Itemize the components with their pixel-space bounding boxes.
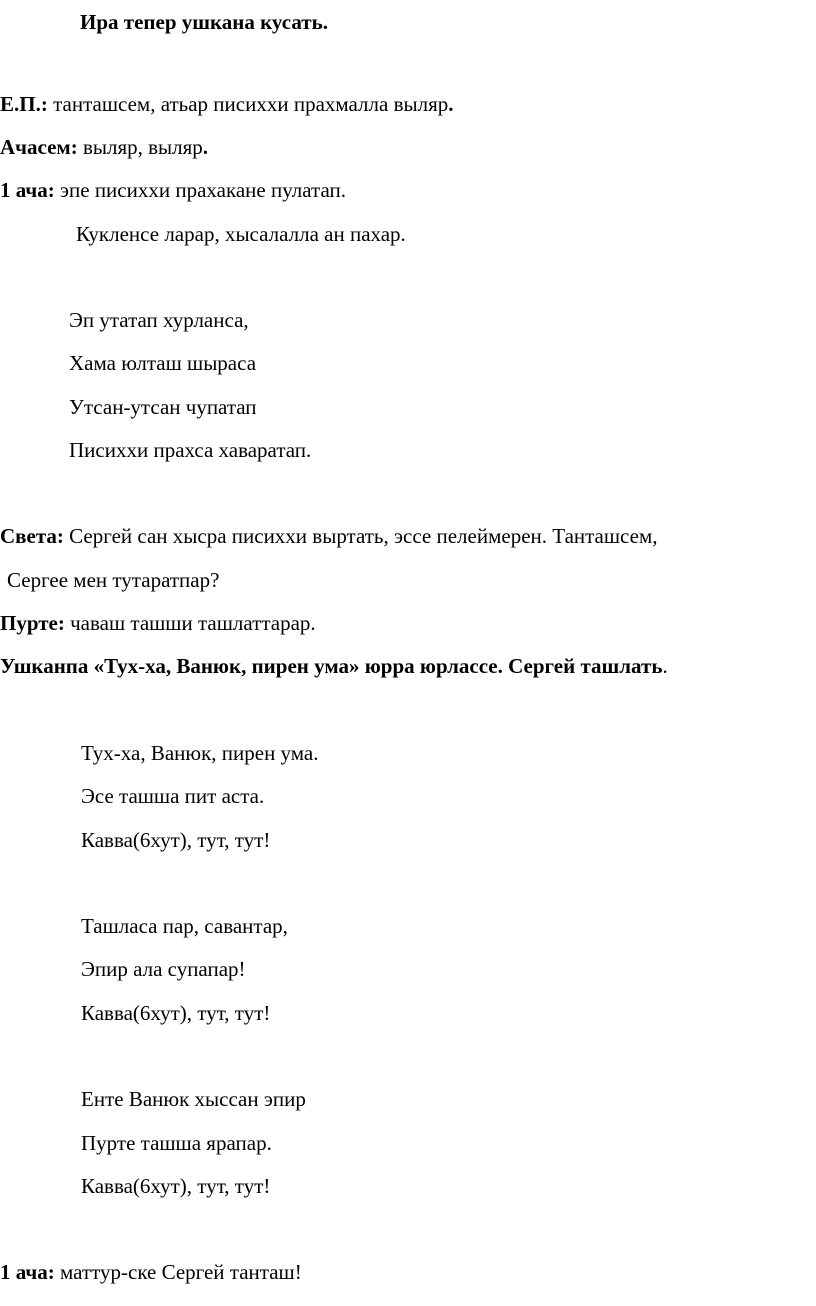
poem-line: Писиххи прахса хаваратап.: [69, 438, 312, 462]
line-achasem: [0, 134, 208, 160]
song-line: Тух-ха, Ванюк, пирен ума.: [81, 741, 319, 765]
line-purte: [0, 610, 316, 636]
poem-line: Утсан-утсан чупатап: [69, 395, 257, 419]
line-text: чаваш ташши ташлаттарар.: [64, 611, 316, 635]
line-text: эпе писиххи прахакане пулатап.: [54, 178, 347, 202]
song-line: Ташласа пар, савантар,: [81, 914, 288, 938]
speaker-label: Е.П.:: [0, 92, 48, 116]
line-text: Сергей сан хысра писиххи выртать, эссе пелеймерен. Танташсем,: [63, 524, 658, 548]
speaker-label: Ачасем:: [0, 135, 78, 159]
line-final: [0, 1259, 302, 1285]
song-line: Кавва(6хут), тут, тут!: [81, 828, 271, 852]
song-line: Кавва(6хут), тут, тут!: [81, 1001, 271, 1025]
direction-text: Ушканпа «Тух-ха, Ванюк, пирен ума» юрра юрлассе. Сергей ташлать: [0, 654, 663, 678]
line-tail: .: [202, 135, 209, 159]
speaker-label: 1 ача:: [0, 178, 55, 202]
song-line: Енте Ванюк хыссан эпир: [81, 1087, 306, 1111]
song-line: Кавва(6хут), тут, тут!: [81, 1174, 271, 1198]
poem-line: Хама юлташ шыраса: [69, 351, 257, 375]
line-text: танташсем, атьар писиххи прахмалла выляр: [47, 92, 449, 116]
song-line: Пурте ташша ярапар.: [81, 1131, 272, 1155]
speaker-label: Пурте:: [0, 611, 65, 635]
speaker-label: 1 ача:: [0, 1260, 55, 1284]
stage-direction: [0, 653, 668, 679]
line-sveta: [0, 523, 657, 549]
line-1-acha: [0, 177, 346, 203]
line-ep: [0, 91, 453, 117]
song-line: Эпир ала супапар!: [81, 957, 246, 981]
line-text: маттур-ске Сергей танташ!: [54, 1260, 302, 1284]
line-text: выляр, выляр: [77, 135, 203, 159]
direction-tail: .: [662, 654, 668, 678]
song-line: Эсе ташша пит аста.: [81, 784, 265, 808]
poem-line: Эп утатап хурланса,: [69, 308, 249, 332]
scene-heading: Ира тепер ушкана кусать.: [80, 10, 328, 34]
speaker-label: Света:: [0, 524, 64, 548]
line-tail: .: [448, 92, 454, 116]
line-sveta-cont: Сергее мен тутаратпар?: [7, 568, 220, 592]
line-kuklense: Кукленсе ларар, хысалалла ан пахар.: [76, 222, 406, 246]
